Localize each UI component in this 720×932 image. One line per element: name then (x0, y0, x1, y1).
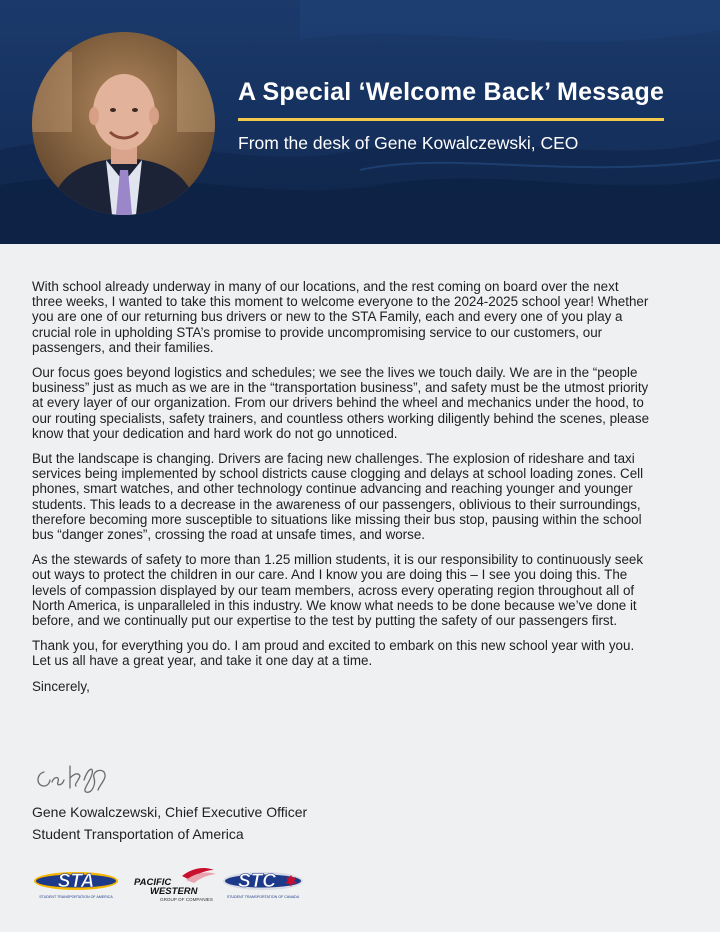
stc-logo-caption: STUDENT TRANSPORTATION OF CANADA (226, 895, 300, 899)
sta-logo (34, 871, 118, 899)
paragraph-1: With school already underway in many of our locations, and the rest coming on board over the next three weeks, I wanted to take this moment to welcome everyone to the 2024-2025 school year! Whether you are one of our returning bus drivers or new to the STA Family, each and every one of you play a crucial role in upholding STA’s promise to provide uncompromising service to our customers, our passengers, and their families. (32, 279, 649, 355)
ceo-portrait (32, 32, 215, 215)
signer-name: Gene Kowalczewski, Chief Executive Officer (32, 804, 308, 820)
pacific-western-logo (134, 868, 216, 902)
paragraph-2: Our focus goes beyond logistics and schedules; we see the lives we touch daily. We are in the “people business” just as much as we are in the “transportation business”, and safety must be the utmost priority at every layer of our organization. From our drivers behind the wheel and mechanics under the hood, to our routing specialists, safety trainers, and countless others working diligently behind the scenes, please know that your dedication and hard work do not go unnoticed. (32, 365, 650, 441)
paragraph-4: As the stewards of safety to more than 1.25 million students, it is our responsibility to continuously seek out ways to protect the children in our care. And I know you are doing this – I see you doing this. The levels of compassion displayed by our team members, across every operating region throughout all of North America, is unparalleled in this industry. We know what needs to be done because we’ve done it before, and we continually put our expertise to the test by putting the safety of our passengers first. (32, 552, 644, 629)
company-logos (32, 862, 312, 906)
handwritten-signature (34, 760, 126, 796)
header-banner (0, 0, 720, 244)
closing: Sincerely, (32, 678, 90, 694)
signer-block (32, 801, 307, 845)
pw-logo-line2: WESTERN (150, 886, 198, 897)
stc-logo-mark: STC (238, 871, 276, 892)
sta-logo-caption: STUDENT TRANSPORTATION OF AMERICA (39, 895, 113, 899)
title-underline (238, 118, 664, 121)
paragraph-5: Thank you, for everything you do. I am proud and excited to embark on this new school year with you. Let us all have a great year, and take it one day at a time. (32, 638, 635, 669)
pw-logo-caption: GROUP OF COMPANIES (160, 897, 213, 902)
page-subtitle: From the desk of Gene Kowalczewski, CEO (238, 133, 579, 153)
signer-organization: Student Transportation of America (32, 826, 244, 842)
paragraph-3: But the landscape is changing. Drivers are facing new challenges. The explosion of rideshare and taxi services being implemented by school districts cause clogging and delays at school loading zones. Cell phones, smart watches, and other technology continue advancing and reaching younger and younger students. This leads to a decrease in the awareness of our passengers, oblivious to their surroundings, therefore becoming more susceptible to situations like missing their bus stop, pausing within the school bus “danger zones”, crossing the road at unsafe times, and worse. (32, 451, 644, 543)
page-title: A Special ‘Welcome Back’ Message (238, 78, 665, 106)
pw-logo-line1: PACIFIC (134, 877, 172, 888)
letter-body (32, 279, 652, 704)
stc-logo (223, 871, 303, 899)
sta-logo-mark: STA (57, 871, 95, 892)
